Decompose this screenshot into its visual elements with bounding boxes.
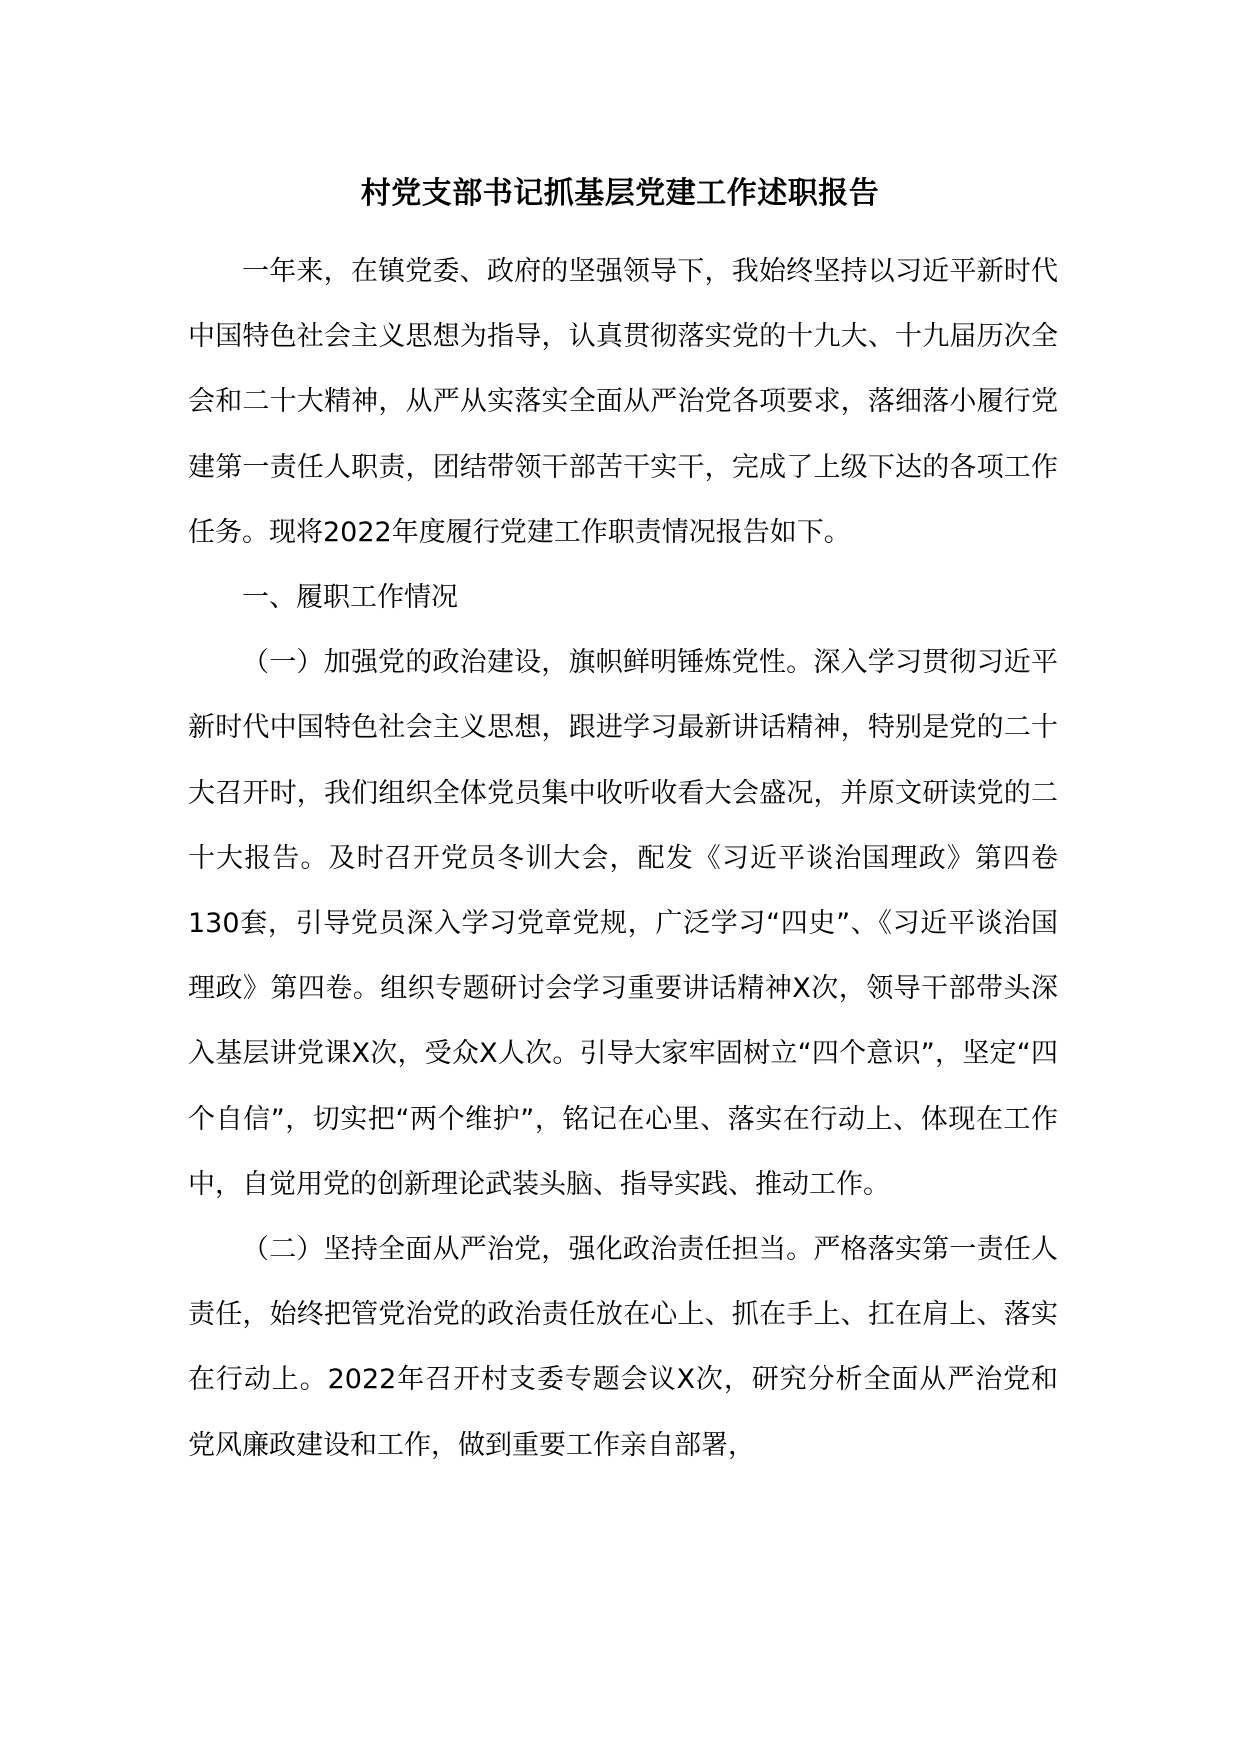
intro-paragraph: 一年来，在镇党委、政府的坚强领导下，我始终坚持以习近平新时代中国特色社会主义思想为指导，认真贯彻落实党的十九大、十九届历次全会和二十大精神，从严从实落实全面从严治党各项要求，落细落小履行党建第一责任人职责，团结带领干部苦干实干，完成了上级下达的各项工作任务。现将2022年度履行党建工作职责情况报告如下。 xyxy=(188,256,1058,548)
document-title: 村党支部书记抓基层党建工作述职报告 xyxy=(360,176,880,211)
section-heading: 一、履职工作情况 xyxy=(242,582,458,614)
document-body xyxy=(188,239,1058,1478)
subsection-paragraph-2: （二）坚持全面从严治党，强化政治责任担当。严格落实第一责任人责任，始终把管党治党的政治责任放在心上、抓在手上、扛在肩上、落实在行动上。2022年召开村支委专题会议X次，研究分析全面从严治党和党风廉政建设和工作，做到重要工作亲自部署， xyxy=(188,1234,1058,1461)
subsection-paragraph-1: （一）加强党的政治建设，旗帜鲜明锤炼党性。深入学习贯彻习近平新时代中国特色社会主义思想，跟进学习最新讲话精神，特别是党的二十大召开时，我们组织全体党员集中收听收看大会盛况，并原文研读党的二十大报告。及时召开党员冬训大会，配发《习近平谈治国理政》第四卷130套，引导党员深入学习党章党规，广泛学习“四史”、《习近平谈治国理政》第四卷。组织专题研讨会学习重要讲话精神X次，领导干部带头深入基层讲党课X次，受众X人次。引导大家牢固树立“四个意识”，坚定“四个自信”，切实把“两个维护”，铭记在心里、落实在行动上、体现在工作中，自觉用党的创新理论武装头脑、指导实践、推动工作。 xyxy=(188,647,1058,1200)
